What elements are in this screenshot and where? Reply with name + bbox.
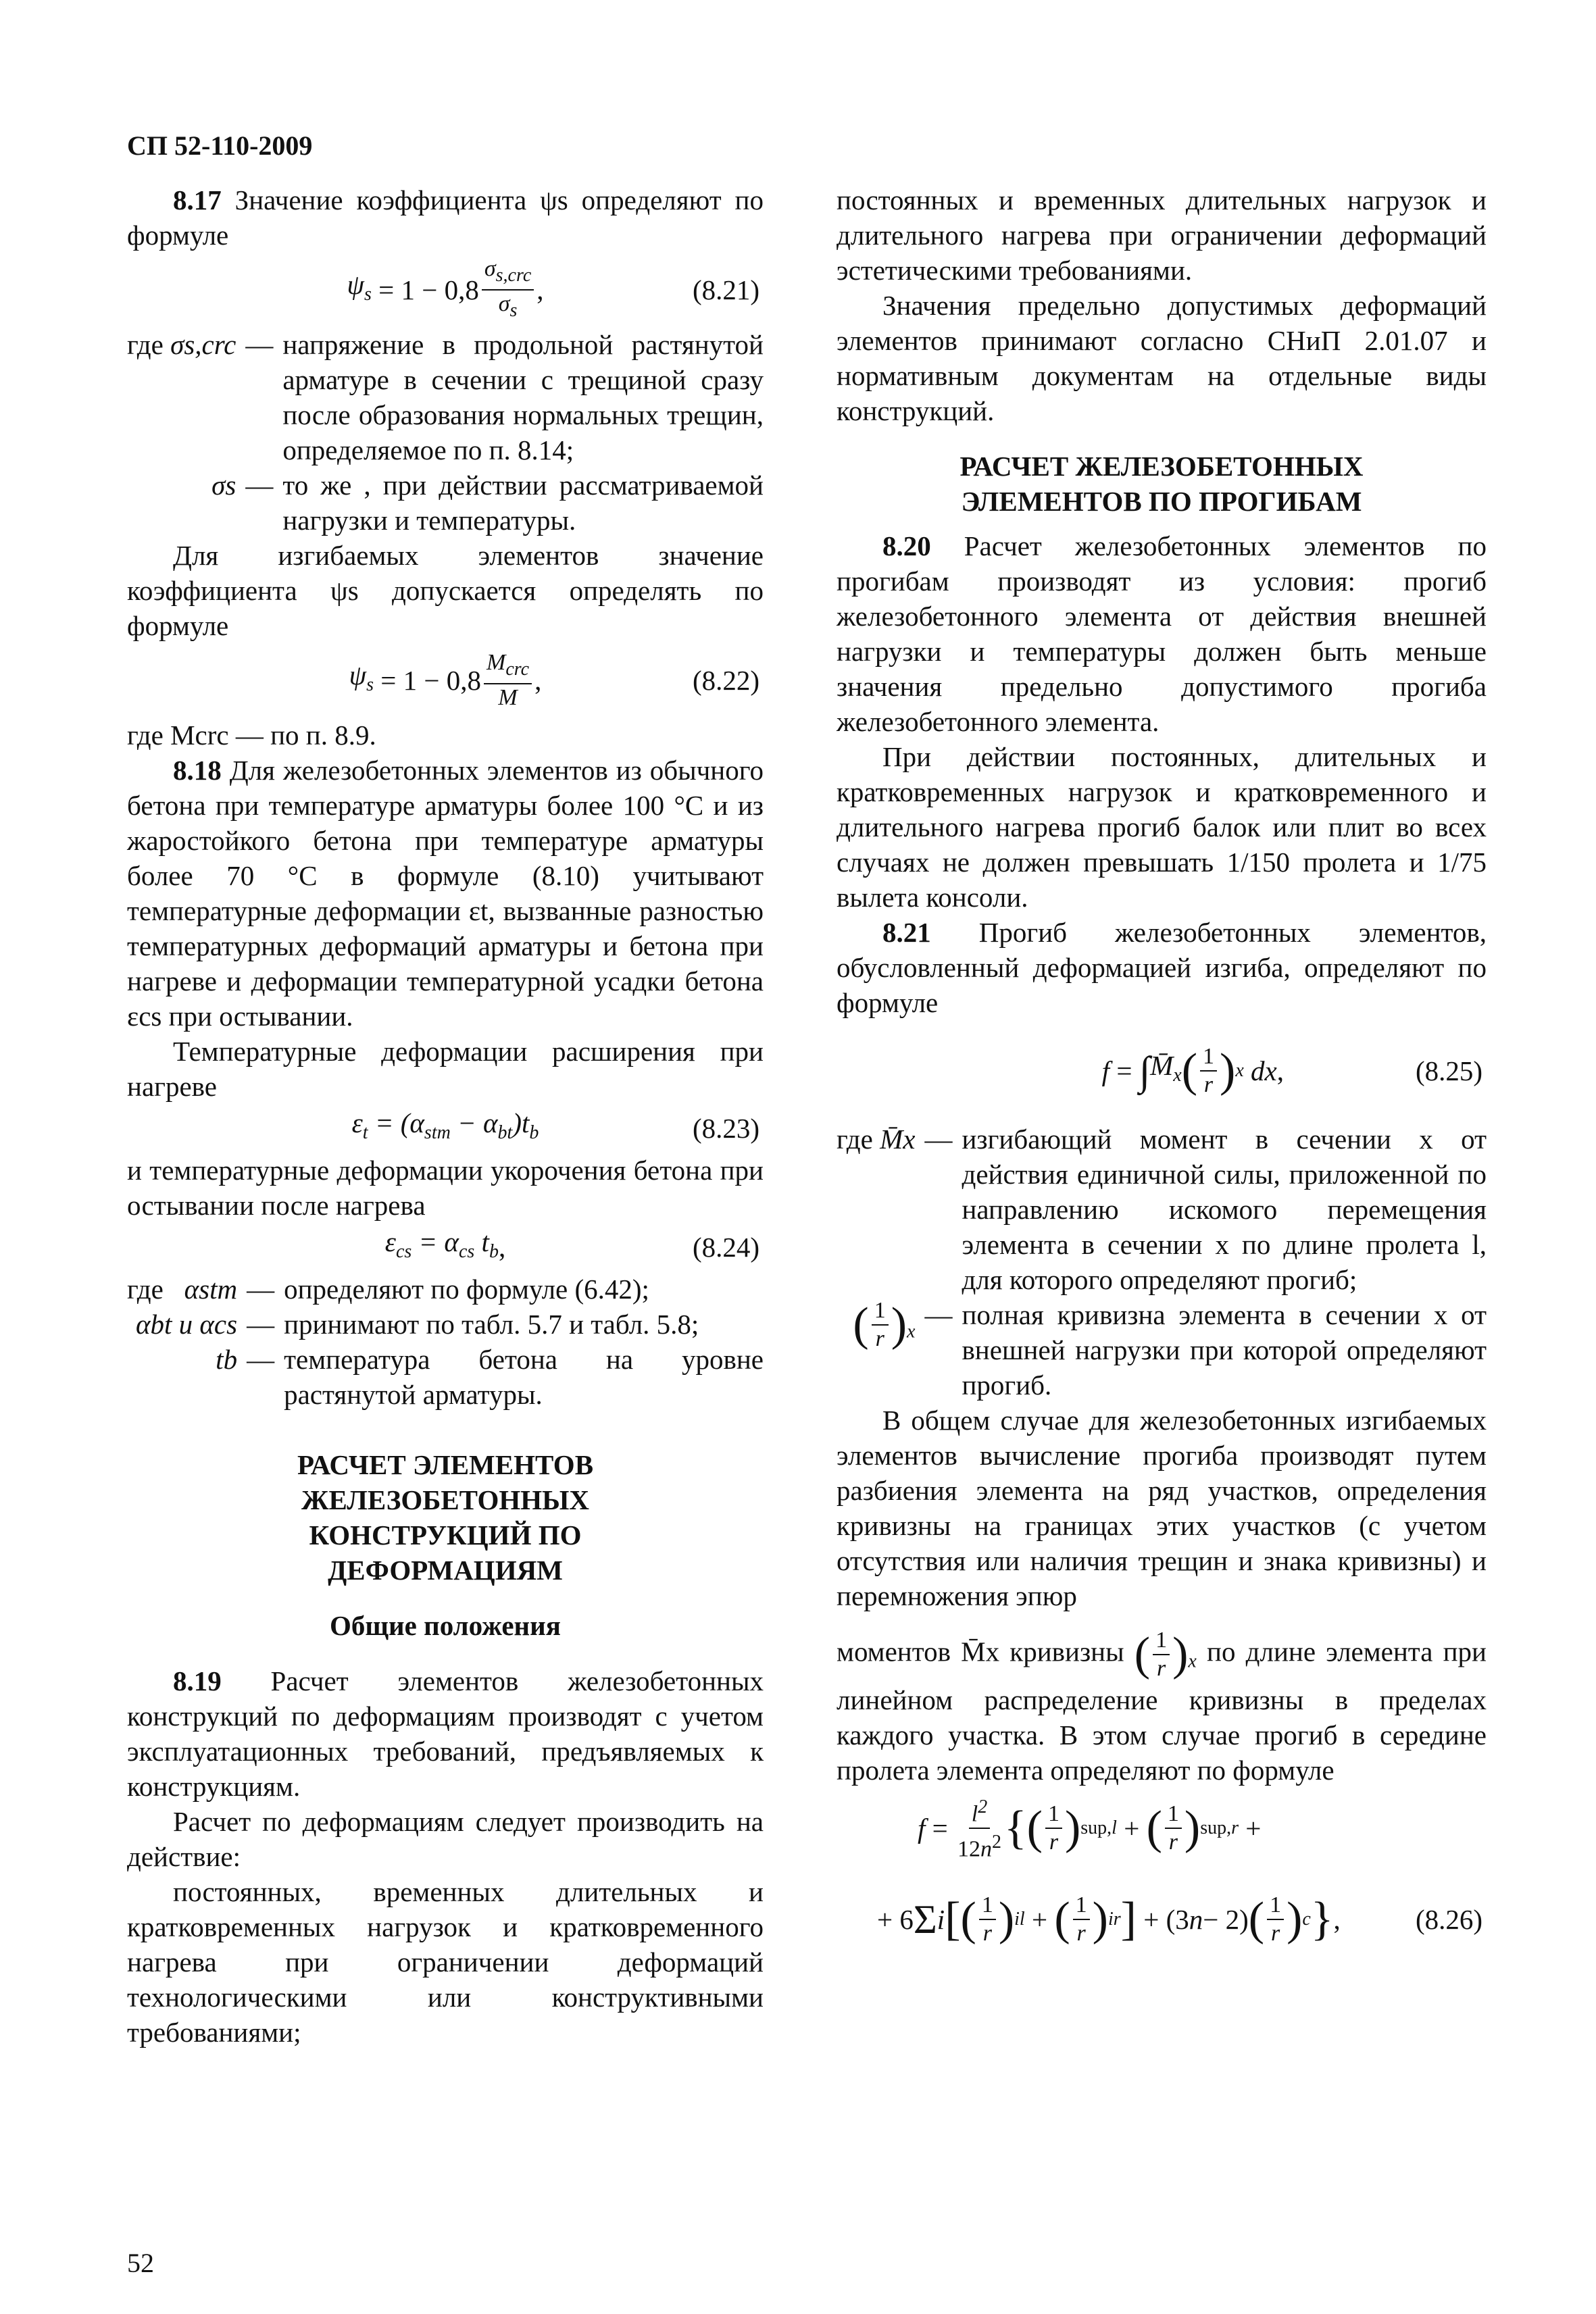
clause-number: 8.17 [173,184,222,216]
section-heading: РАСЧЕТ ЭЛЕМЕНТОВ ЖЕЛЕЗОБЕТОННЫХ КОНСТРУКЦИЙ ПО ДЕФОРМАЦИЯМ [297,1449,594,1586]
para-text: Расчет железобетонных элементов по прогибам производят из условия: прогиб железобетонного элемента от действия внешней нагрузки и температуры должен быть меньше значения предельно допустимого прогиба железобетонного элемента. [837,530,1487,737]
para-bending: Для изгибаемых элементов значение коэффициента ψs допускается определять по формуле [127,540,764,641]
right-column [837,182,1487,1970]
formula-8-23: $\varepsilon_t = (\alpha_{stm} - \alpha_{bt})t_b$ (8.23) [127,1104,764,1153]
para-text: моментов M̄x кривизны [837,1636,1124,1667]
para-text: Значение коэффициента ψs определяют по формуле [127,184,764,251]
definition: принимают по табл. 5.7 и табл. 5.8; [284,1309,699,1340]
formula-number: (8.26) [1415,1904,1482,1935]
para-text: Для железобетонных элементов из обычного бетона при температуре арматуры более 100 °C и из жаростойкого бетона при температуре арматуры более 70 °C в формуле (8.10) учитывают температурные деформации εt, вызванные разностью температурных деформаций арматуры и бетона при нагреве и деформации температурной усадки бетона εcs при остывании. [127,755,764,1032]
section-heading: РАСЧЕТ ЖЕЛЕЗОБЕТОННЫХ ЭЛЕМЕНТОВ ПО ПРОГИБАМ [959,451,1364,517]
symbol: M̄x [880,1124,916,1155]
where-list-2: где αstm — определяют по формуле (6.42); αbt и αcs — принимают по табл. 5.7 и табл. 5.8; tb — температура бетона на уровне растянутой арматуры. [127,1272,764,1412]
formula-8-24: $\varepsilon_{cs} = \alpha_{cs}$ $t_b$ , (8.24) [127,1223,764,1272]
para-text: по длине элемента при линейном распределение кривизны в пределах каждого участка. В этом случае прогиб в середине пролета элемента определяют по формуле [837,1636,1487,1786]
para-8-21 [837,915,1487,1020]
para-limit-values: Значения предельно допустимых деформаций элементов принимают согласно СНиП 2.01.07 и нормативным документам на отдельные виды конструкций. [837,290,1487,426]
symbol: tb [216,1344,238,1375]
symbol: σs [211,470,236,501]
clause-number: 8.19 [173,1665,222,1696]
document-code: СП 52-110-2009 [127,130,313,161]
definition: изгибающий момент в сечении x от действия единичной силы, приложенной по направлению искомого перемещения элемента в сечении x по длине пролета l, для которого определяют прогиб; [962,1124,1487,1295]
clause-number: 8.21 [882,917,931,948]
para-deformation-action: Расчет по деформациям следует производить на действие: [127,1806,764,1872]
formula-number: (8.25) [1415,1055,1482,1086]
para-8-20 [837,528,1487,739]
formula-8-22: $\psi_s$ = 1 − 0,8 $\frac{M_{crc}}{M}$ , (8.22) [349,650,759,710]
para-8-18 [127,753,764,1034]
formula-number: (8.21) [692,274,759,305]
para-shrinkage: и температурные деформации укорочения бетона при остывании после нагрева [127,1155,764,1221]
definition: определяют по формуле (6.42); [284,1274,649,1305]
subsection-heading: Общие положения [330,1610,561,1641]
para-text: Расчет элементов железобетонных конструкций по деформациям производят с учетом эксплуатационных требований, предъявляемых к конструкциям. [127,1665,764,1802]
page-number: 52 [127,2248,154,2278]
formula-8-25: f = ∫ $M̄_x$ ( $\frac{1}{r}$ ) x dx , (8.25) [1101,1044,1482,1097]
symbol: σs,crc [170,329,236,360]
formula-number: (8.23) [692,1113,759,1144]
symbol: αbt и αcs [135,1309,238,1340]
formula-8-21: $\psi_s$ = 1 − 0,8 $\frac{\sigma_{s,crc}}{\sigma_s}$ , (8.21) [347,256,759,321]
para-8-19 [127,1663,764,1804]
definition: полная кривизна элемента в сечении x от внешней нагрузки при которой определяют прогиб. [962,1299,1487,1401]
para-8-17 [127,182,764,253]
para-expansion: Температурные деформации расширения при нагреве [127,1036,764,1102]
formula-8-26-line2: + 6 Σ i [ ( $\frac{1}{r}$ ) il + ( $\frac{1}{r}$ ) ir ] + (3 n − 2) ( $\frac{1}{r}$ ) c } , (8.26) [877,1892,1482,1946]
para-continuation: постоянных и временных длительных нагрузок и длительного нагрева при ограничении деформаций эстетическими требованиями. [837,184,1487,286]
where-mcrc: где Mcrc — по п. 8.9. [127,720,376,751]
symbol: αstm [184,1274,238,1305]
formula-8-26-line1: f = $\frac{l^2}{12n^2}$ { ( $\frac{1}{r}$ ) sup,l + ( $\frac{1}{r}$ ) sup,r + [837,1788,1487,1869]
para-moments: моментов M̄x кривизны ( $\frac{1}{r}$ )$_x$ по длине элемента при линейном распределение кривизны в пределах каждого участка. В этом случае прогиб в середине пролета элемента определяют по формуле [837,1628,1487,1786]
para-general-case: В общем случае для железобетонных изгибаемых элементов вычисление прогиба производят путем разбиения элемента на ряд участков, определения кривизны на границах этих участков (с учетом отсутствия или наличия трещин и знака кривизны) и перемножения эпюр [837,1405,1487,1611]
left-column [127,182,764,2050]
definition: то же , при действии рассматриваемой нагрузки и температуры. [282,470,764,536]
where-list-3: где M̄x — изгибающий момент в сечении x от действия единичной силы, приложенной по направлению искомого перемещения элемента в сечении x по длине пролета l, для которого определяют прогиб; ( $\frac{1}{r}$ )$_x$ — полная кривизна элемента в сечении x от внешней нагрузки при которой определяют прогиб. [837,1122,1487,1403]
formula-number: (8.24) [692,1232,759,1263]
clause-number: 8.18 [173,755,222,786]
where-list-1: где σs,crc — напряжение в продольной растянутой арматуре в сечении с трещиной сразу после образования нормальных трещин, определяемое по п. 8.14; σs — то же , при действии рассматриваемой нагрузки и температуры. [127,327,764,538]
para-text: Прогиб железобетонных элементов, обусловленный деформацией изгиба, определяют по формуле [837,917,1487,1018]
clause-number: 8.20 [882,530,931,561]
para-loads: постоянных, временных длительных и кратковременных нагрузок и кратковременного нагрева при ограничении деформаций технологическими или конструктивными требованиями; [127,1876,764,2048]
definition: напряжение в продольной растянутой арматуре в сечении с трещиной сразу после образования нормальных трещин, определяемое по п. 8.14; [282,329,764,466]
formula-number: (8.22) [692,665,759,696]
definition: температура бетона на уровне растянутой арматуры. [284,1344,764,1410]
para-beams: При действии постоянных, длительных и кратковременных нагрузок и кратковременного и длительного нагрева прогиб балок или плит во всех случаях не должен превышать 1/150 пролета и 1/75 вылета консоли. [837,741,1487,913]
